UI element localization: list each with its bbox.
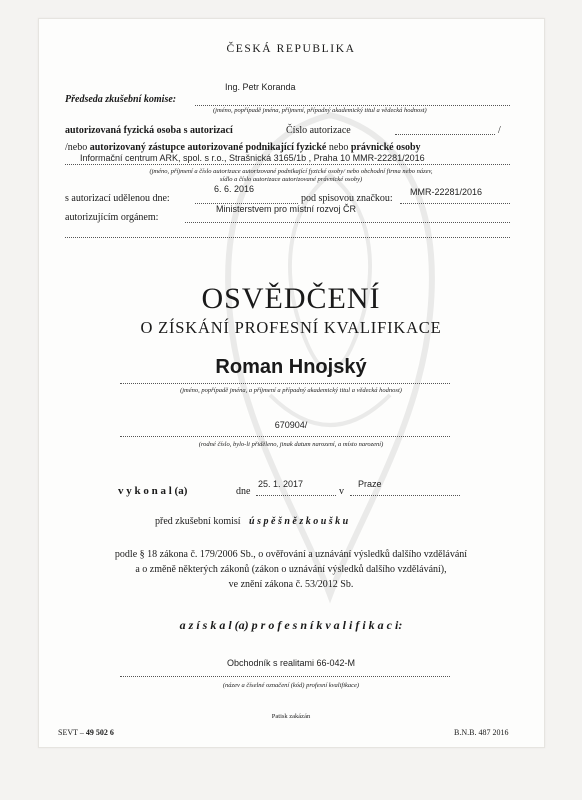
exam-date-value: 25. 1. 2017 (258, 479, 304, 489)
form-number (58, 728, 114, 737)
file-number-label: pod spisovou značkou: (301, 193, 393, 204)
holder-name-caption: (jméno, popřípadě jména, a příjmení a případný akademický titul a vědecká hodnost) (180, 387, 402, 394)
qualification-heading: a z í s k a l (a) p r o f e s n í k v a l i f i k a c i: (179, 618, 403, 632)
chairman-dotted-line (195, 105, 510, 106)
exam-place-dots (350, 495, 460, 496)
holder-name-dotted-line (120, 383, 450, 384)
blank-dotted-line (65, 237, 510, 238)
qualification-value: Obchodník s realitami 66-042-M (226, 658, 356, 668)
exam-result-text: ú s p ě š n ě z k o u š k u (249, 516, 349, 527)
exam-place-value: Praze (358, 479, 382, 489)
authorized-person-label: autorizovaná fyzická osoba s autorizací (65, 125, 233, 136)
holder-name: Roman Hnojský (215, 356, 367, 378)
holder-id-dotted-line (120, 436, 450, 437)
or-word: nebo (328, 142, 349, 153)
before-committee-text: před zkušební komisí (155, 516, 241, 527)
granted-date-value: 6. 6. 2016 (214, 184, 255, 194)
qualification-dotted-line (120, 676, 450, 677)
file-number-value: MMR-22281/2016 (410, 187, 483, 197)
authorized-representative-line (65, 142, 421, 153)
form-prefix: SEVT – (58, 728, 84, 737)
exam-result-line (155, 516, 348, 527)
authorized-organization-value: Informační centrum ARK, spol. s r.o., Strašnická 3165/1b , Praha 10 MMR-22281/2016 (80, 153, 425, 163)
organization-dotted-line (65, 164, 510, 165)
authority-dotted-line (185, 222, 510, 223)
chairman-name-value: Ing. Petr Koranda (225, 82, 296, 92)
organization-caption-line1: (jméno, příjmení a číslo autorizace autorizované podnikající fyzické osoby/ nebo obchodní firma nebo název, (149, 168, 433, 175)
certificate-subtitle: O ZÍSKÁNÍ PROFESNÍ KVALIFIKACE (140, 318, 442, 337)
law-line-2: a o změně některých zákonů (zákon o uznávání výsledků dalšího vzdělávání), (135, 564, 447, 575)
reprint-notice: Patisk zakázán (271, 713, 311, 720)
country-heading: ČESKÁ REPUBLIKA (226, 43, 356, 55)
certificate-title: OSVĚDČENÍ (201, 282, 381, 315)
qualification-caption: (název a číselné označení (kód) profesní kvalifikace) (222, 682, 360, 689)
legal-person-label: právnické osoby (350, 142, 421, 153)
exam-performed-label: v y k o n a l (a) (118, 485, 188, 497)
law-line-1: podle § 18 zákona č. 179/2006 Sb., o ověřování a uznávání výsledků dalšího vzdělávání (114, 549, 468, 560)
exam-date-dots (256, 495, 336, 496)
authority-value: Ministerstvem pro místní rozvoj ČR (216, 204, 357, 214)
form-number-value: 49 502 6 (85, 728, 114, 737)
holder-id-value: 670904/ (274, 420, 308, 430)
organization-caption-line2: sídlo a číslo autorizace autorizované právnické osoby) (219, 176, 363, 183)
law-line-3: ve znění zákona č. 53/2012 Sb. (228, 579, 354, 590)
holder-id-caption: (rodné číslo, bylo-li přiděleno, jinak datum narození, a místo narození) (198, 441, 384, 448)
authority-label: autorizujícím orgánem: (65, 212, 159, 223)
print-code: B.N.B. 487 2016 (454, 728, 509, 737)
granted-date-label: s autorizací udělenou dne: (65, 193, 170, 204)
authorization-number-dots (395, 134, 495, 135)
exam-date-word: dne (236, 486, 251, 497)
or-prefix: /nebo (65, 142, 88, 153)
authorization-slash: / (498, 125, 501, 136)
file-number-dots (400, 203, 510, 204)
representative-label: autorizovaný zástupce autorizované podnikající fyzické (89, 142, 327, 153)
exam-in-word: v (339, 486, 344, 497)
chairman-caption: (jméno, popřípadě jména, příjmení, případný akademický titul a vědecká hodnost) (213, 107, 427, 114)
authorization-number-label: Číslo autorizace (286, 125, 351, 136)
chairman-label: Předseda zkušební komise: (65, 94, 177, 105)
